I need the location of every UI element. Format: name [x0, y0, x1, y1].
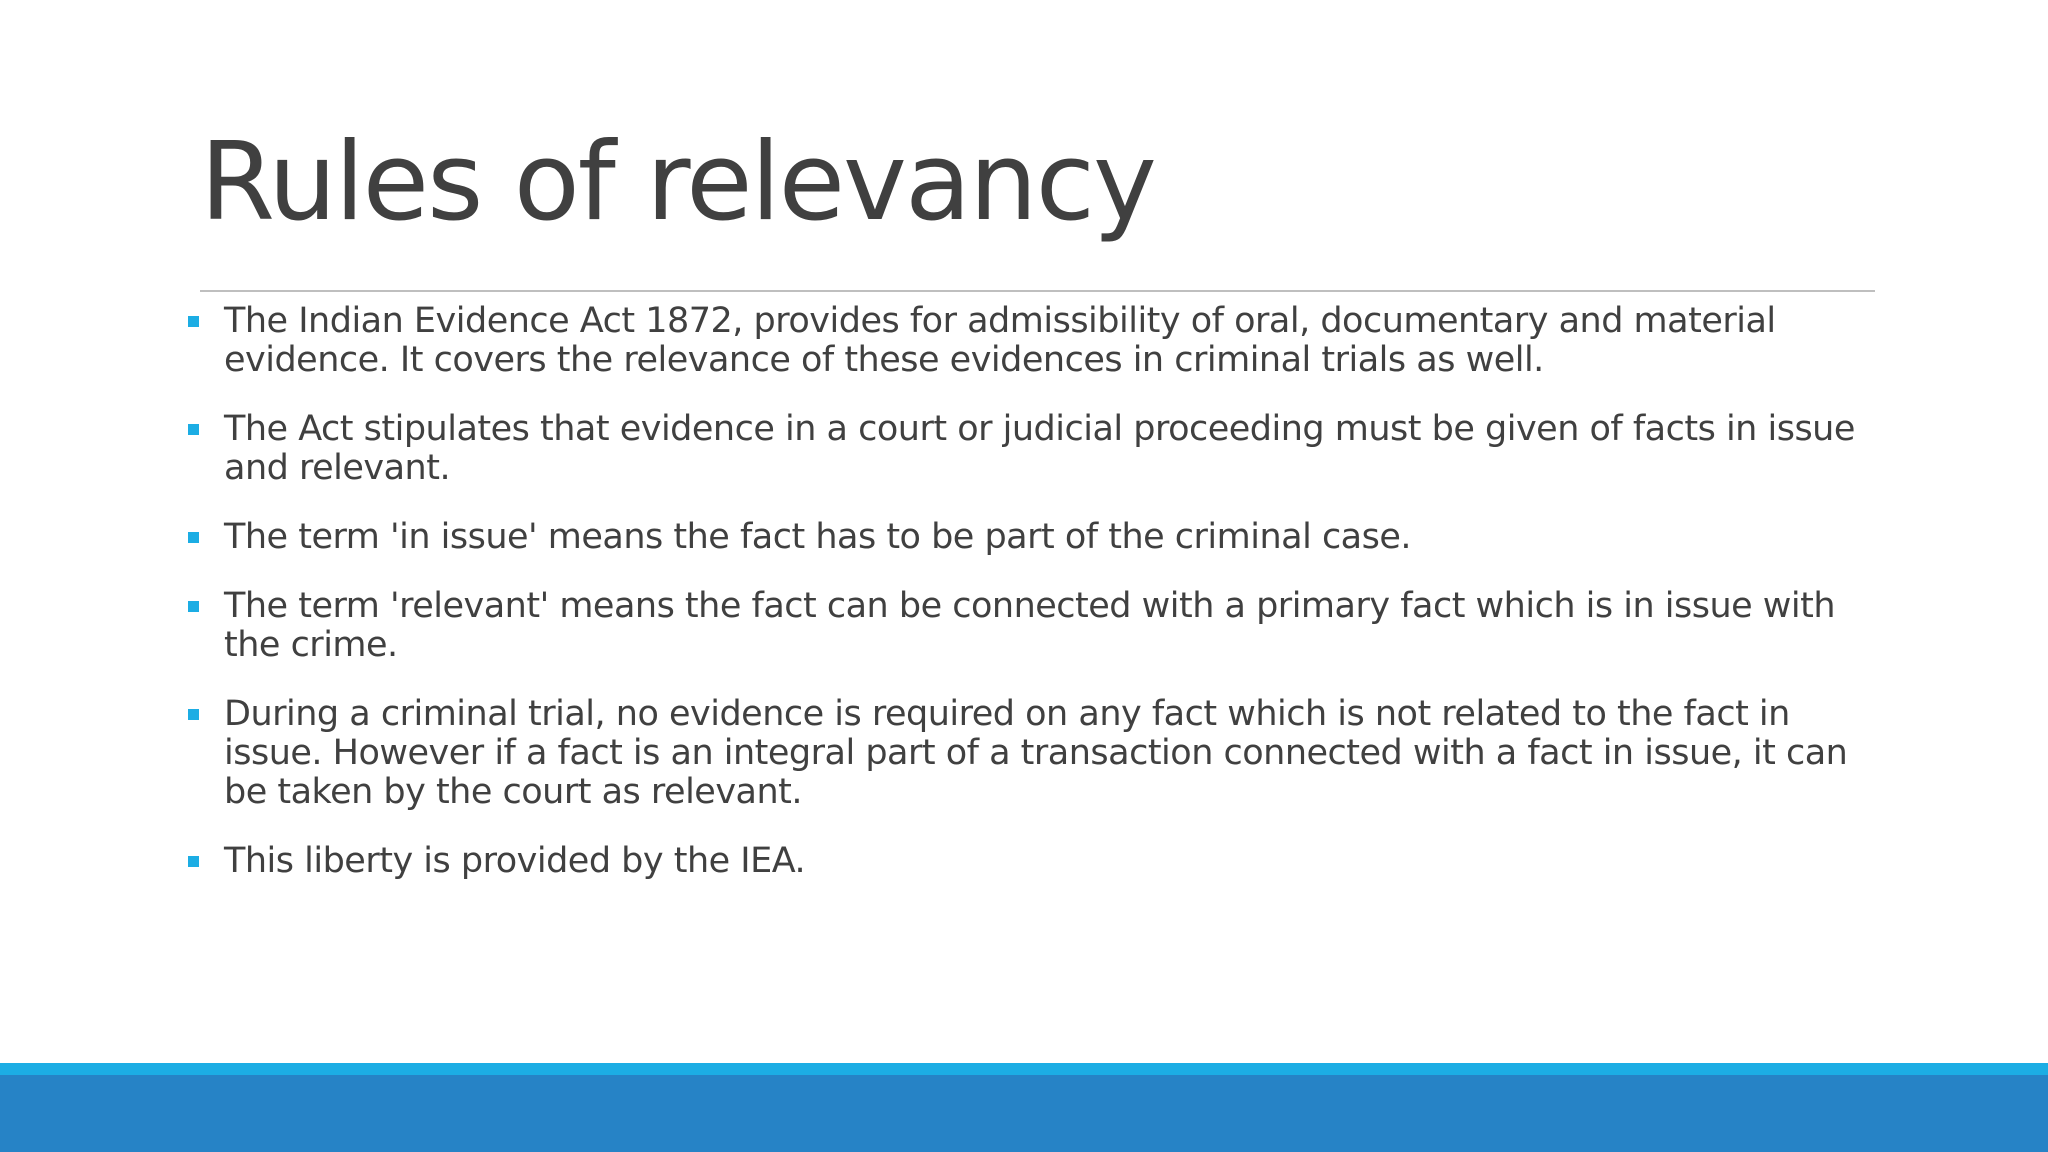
bullet-item: [188, 302, 1868, 380]
square-bullet-icon: [188, 601, 199, 612]
bullet-text: The term 'relevant' means the fact can be connected with a primary fact which is in issue with the crime.: [224, 586, 1836, 665]
square-bullet-icon: [188, 532, 199, 543]
bullet-text: This liberty is provided by the IEA.: [224, 841, 806, 881]
footer-accent-stripe: [0, 1063, 2048, 1075]
bullet-text: The Act stipulates that evidence in a court or judicial proceeding must be given of facts in issue and relevant.: [224, 409, 1855, 488]
bullet-text: During a criminal trial, no evidence is required on any fact which is not related to the fact in issue. However if a fact is an integral part of a transaction connected with a fact in issue, it can be taken by the court as relevant.: [224, 694, 1848, 812]
bullet-text: The Indian Evidence Act 1872, provides for admissibility of oral, documentary and material evidence. It covers the relevance of these evidences in criminal trials as well.: [224, 301, 1776, 380]
title-divider: [200, 290, 1875, 292]
bullet-item: [188, 842, 1868, 881]
bullet-item: [188, 587, 1868, 665]
bullet-item: [188, 695, 1868, 812]
square-bullet-icon: [188, 709, 199, 720]
square-bullet-icon: [188, 316, 199, 327]
square-bullet-icon: [188, 856, 199, 867]
bullet-text: The term 'in issue' means the fact has to be part of the criminal case.: [224, 517, 1412, 557]
slide-title: Rules of relevancy: [200, 120, 1155, 245]
bullet-item: [188, 410, 1868, 488]
bullet-list: [188, 302, 1868, 911]
bullet-item: [188, 518, 1868, 557]
footer-band: [0, 1075, 2048, 1152]
square-bullet-icon: [188, 424, 199, 435]
